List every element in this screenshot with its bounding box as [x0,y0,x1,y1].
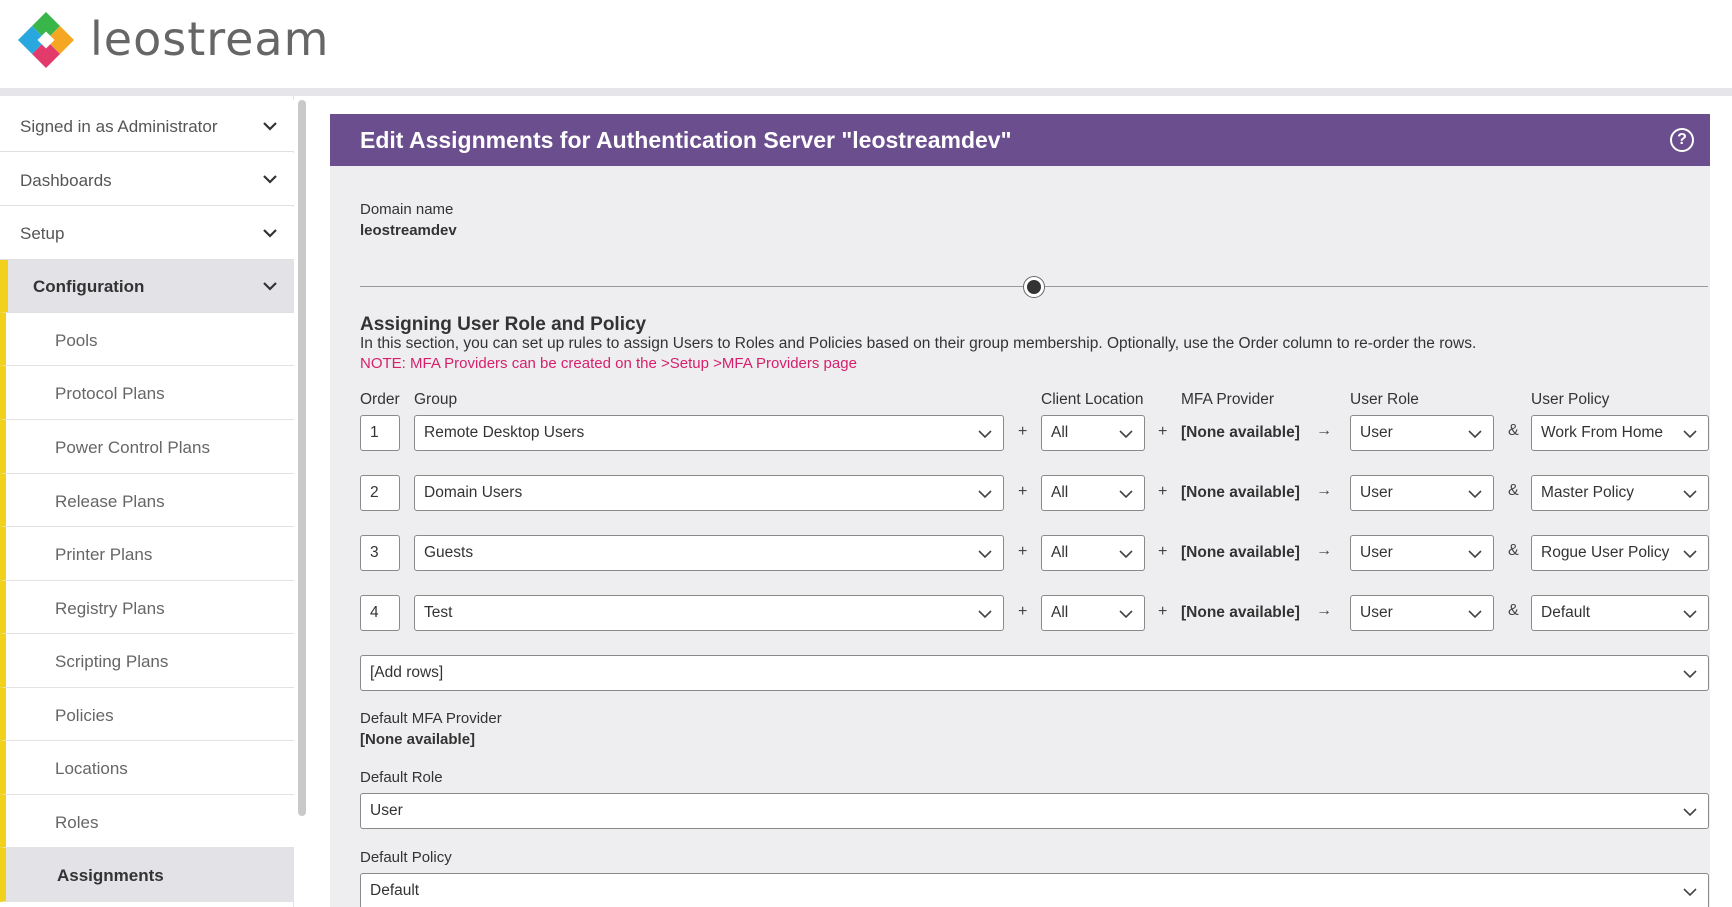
sidebar-item-roles[interactable] [0,795,294,848]
order-value: 3 [370,544,379,561]
sidebar-item-label: Pools [55,331,98,350]
chevron-down-icon [977,426,993,442]
chevron-down-icon [1118,486,1134,502]
add-rows-value: [Add rows] [370,664,444,681]
chevron-down-icon [1467,546,1483,562]
sidebar-item-protocol-plans[interactable] [0,366,294,420]
order-input[interactable] [360,595,400,631]
default-policy-value: Default [370,882,420,899]
page-title-bar [330,114,1710,166]
col-header-mfa-provider: MFA Provider [1181,391,1275,408]
col-header-user-policy: User Policy [1531,391,1610,408]
chevron-down-icon [977,606,993,622]
sidebar-item-release-plans[interactable] [0,474,294,527]
default-role-value: User [370,802,403,819]
brand-name: leostream [90,12,330,66]
plus-operator: + [1158,543,1168,560]
header-divider [0,88,1732,96]
section-note: NOTE: MFA Providers can be created on the >Setup >MFA Providers page [360,355,857,372]
mfa-provider-value: [None available] [1181,484,1300,501]
sidebar-item-label: Power Control Plans [55,438,210,457]
role-value: User [1360,424,1393,441]
user-role-select[interactable] [1350,595,1494,631]
sidebar-item-label: Dashboards [20,171,112,190]
group-value: Test [424,604,453,621]
chevron-down-icon [1682,804,1698,820]
default-role-label: Default Role [360,769,443,786]
mfa-provider-value: [None available] [1181,544,1300,561]
client-location-select[interactable] [1041,475,1145,511]
sidebar-item-policies[interactable] [0,688,294,741]
chevron-down-icon [1682,486,1698,502]
order-value: 2 [370,484,379,501]
group-select[interactable] [414,535,1004,571]
mfa-provider-value: [None available] [1181,604,1300,621]
amp-operator: & [1508,422,1519,439]
sidebar-item-setup[interactable] [0,207,294,260]
sidebar-item-label: Printer Plans [55,545,153,564]
policy-value: Rogue User Policy [1541,544,1670,561]
chevron-down-icon [1467,606,1483,622]
arrow-operator: → [1316,422,1332,439]
policy-value: Work From Home [1541,424,1664,441]
chevron-down-icon [260,276,280,296]
sidebar-item-label: Locations [55,759,128,778]
user-policy-select[interactable] [1531,535,1709,571]
order-input[interactable] [360,415,400,451]
group-value: Remote Desktop Users [424,424,585,441]
sidebar-item-locations[interactable] [0,741,294,795]
domain-name-value: leostreamdev [360,222,457,239]
user-role-select[interactable] [1350,415,1494,451]
sidebar-item-pools[interactable] [0,313,294,366]
user-role-select[interactable] [1350,475,1494,511]
sidebar-section-configuration[interactable] [0,260,294,313]
arrow-operator: → [1316,542,1332,559]
domain-name-label: Domain name [360,201,454,218]
chevron-down-icon [977,486,993,502]
group-value: Domain Users [424,484,523,501]
group-select[interactable] [414,475,1004,511]
chevron-down-icon [260,223,280,243]
plus-operator: + [1018,603,1028,620]
amp-operator: & [1508,482,1519,499]
sidebar-item-label: Scripting Plans [55,652,169,671]
role-value: User [1360,544,1393,561]
role-value: User [1360,484,1393,501]
user-role-select[interactable] [1350,535,1494,571]
order-value: 4 [370,604,379,621]
sidebar-item-registry-plans[interactable] [0,581,294,634]
chevron-down-icon [1682,546,1698,562]
order-input[interactable] [360,535,400,571]
sidebar-item-label: Roles [55,813,99,832]
arrow-operator: → [1316,482,1332,499]
main-panel [330,114,1710,907]
mfa-provider-value: [None available] [1181,424,1300,441]
role-value: User [1360,604,1393,621]
default-policy-select[interactable] [360,873,1709,907]
chevron-down-icon [1682,426,1698,442]
chevron-down-icon [1118,546,1134,562]
user-policy-select[interactable] [1531,415,1709,451]
help-icon[interactable]: ? [1670,128,1694,152]
amp-operator: & [1508,602,1519,619]
client-location-select[interactable] [1041,415,1145,451]
app-header [0,0,1732,88]
default-role-select[interactable] [360,793,1709,829]
sidebar-item-power-control-plans[interactable] [0,420,294,474]
chevron-down-icon [1118,606,1134,622]
col-header-order: Order [360,391,400,408]
chevron-down-icon [1682,884,1698,900]
chevron-down-icon [1682,606,1698,622]
sidebar-item-printer-plans[interactable] [0,527,294,581]
client-location-select[interactable] [1041,535,1145,571]
col-header-user-role: User Role [1350,391,1419,408]
client-location-select[interactable] [1041,595,1145,631]
col-header-client-location: Client Location [1041,391,1144,408]
sidebar-item-label: Registry Plans [55,599,165,618]
chevron-down-icon [977,546,993,562]
order-value: 1 [370,424,379,441]
section-slider-handle[interactable] [1024,277,1044,297]
user-policy-select[interactable] [1531,595,1709,631]
chevron-down-icon [260,116,280,136]
sidebar-nav [0,96,294,907]
sidebar-item-label: Assignments [57,866,164,885]
location-value: All [1051,484,1069,501]
sidebar-item-signed-in[interactable] [0,100,294,152]
plus-operator: + [1018,483,1028,500]
location-value: All [1051,544,1069,561]
sidebar-item-label: Setup [20,224,65,243]
chevron-down-icon [260,169,280,189]
default-mfa-label: Default MFA Provider [360,710,502,727]
sidebar-item-dashboards[interactable] [0,153,294,206]
sidebar-item-label: Protocol Plans [55,384,165,403]
chevron-down-icon [1118,426,1134,442]
section-title: Assigning User Role and Policy [360,314,647,335]
chevron-down-icon [1682,666,1698,682]
default-mfa-value: [None available] [360,731,476,748]
group-select[interactable] [414,415,1004,451]
policy-value: Default [1541,604,1591,621]
sidebar-scrollbar[interactable] [298,100,306,816]
location-value: All [1051,424,1069,441]
sidebar-item-scripting-plans[interactable] [0,634,294,688]
user-policy-select[interactable] [1531,475,1709,511]
chevron-down-icon [1467,486,1483,502]
page-title: Edit Assignments for Authentication Server "leostreamdev" [360,127,1012,153]
plus-operator: + [1018,543,1028,560]
sidebar-item-label: Release Plans [55,492,165,511]
plus-operator: + [1018,423,1028,440]
default-policy-label: Default Policy [360,849,452,866]
order-input[interactable] [360,475,400,511]
sidebar-section-label: Configuration [33,277,145,296]
sidebar-item-assignments[interactable] [0,848,294,902]
section-description: In this section, you can set up rules to assign Users to Roles and Policies based on their group membership. Optionally, use the Order column to re-order the rows. [360,335,1477,352]
group-select[interactable] [414,595,1004,631]
plus-operator: + [1158,483,1168,500]
col-header-group: Group [414,391,458,408]
add-rows-select[interactable] [360,655,1709,691]
arrow-operator: → [1316,602,1332,619]
sidebar-item-label: Policies [55,706,114,725]
location-value: All [1051,604,1069,621]
sidebar-item-label: Signed in as Administrator [20,117,218,136]
plus-operator: + [1158,603,1168,620]
group-value: Guests [424,544,474,561]
plus-operator: + [1158,423,1168,440]
leostream-logo-icon [16,10,76,70]
policy-value: Master Policy [1541,484,1635,501]
amp-operator: & [1508,542,1519,559]
chevron-down-icon [1467,426,1483,442]
